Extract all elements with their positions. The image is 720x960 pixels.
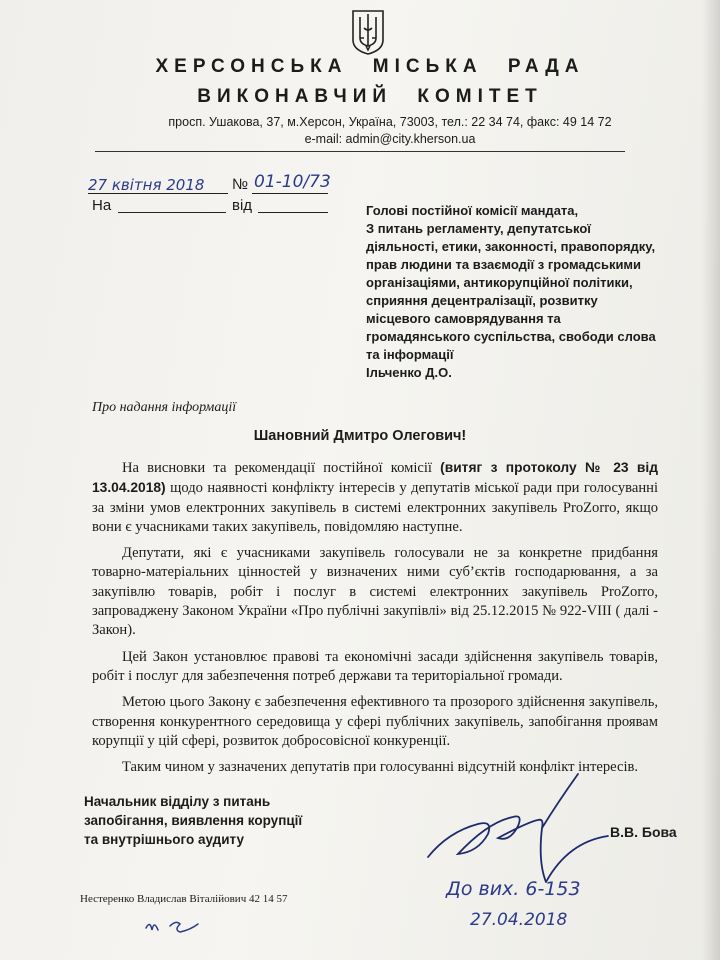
body-paragraph: Цей Закон установлює правові та економічні засади здійснення закупівель товарів, робіт і послуг для забезпечення потреб держави та територіальної громади. xyxy=(92,648,658,684)
salutation: Шановний Дмитро Олегович! xyxy=(253,428,467,444)
addressee-line: прав людини та взаємодії з громадськими xyxy=(366,257,642,272)
addressee-line: місцевого самоврядування та xyxy=(366,311,561,326)
signatory-title xyxy=(84,792,324,849)
body-paragraph: Метою цього Закону є забезпечення ефективного та прозорого здійснення закупівель, створення конкурентного середовища у сфері публічних закупівель, запобігання проявам корупції у цій сфері, розвиток добросовісної конкуренції. xyxy=(92,694,658,749)
org-email: e-mail: admin@city.kherson.ua xyxy=(304,132,476,146)
signatory-name: В.В. Бова xyxy=(610,824,677,840)
letter-subject: Про надання інформації xyxy=(92,400,237,415)
handwritten-signature xyxy=(418,762,618,892)
org-name: ХЕРСОНСЬКА МІСЬКА РАДА xyxy=(155,56,585,77)
addressee-line: З питань регламенту, депутатської xyxy=(366,221,591,236)
addressee-line: діяльності, етики, законності, правопорядку, xyxy=(366,239,656,254)
org-address: просп. Ушакова, 37, м.Херсон, Україна, 73003, тел.: 22 34 74, факс: 49 14 72 xyxy=(168,115,612,129)
protocol-reference: (витяг з протоколу № 23 від 13.04.2018) xyxy=(92,460,658,496)
reply-to-label: На xyxy=(92,197,112,214)
addressee-line: Голові постійної комісії мандата, xyxy=(366,203,579,218)
addressee-line: сприяння децентралізації, розвитку xyxy=(366,293,598,308)
reply-date-underline xyxy=(258,212,328,213)
header-divider xyxy=(95,151,625,152)
letter-body xyxy=(92,458,658,784)
reply-to-underline xyxy=(118,212,226,213)
executor-info: Нестеренко Владислав Віталійович 42 14 57 xyxy=(80,893,288,905)
incoming-date: 27.04.2018 xyxy=(470,910,568,930)
body-paragraph: Депутати, які є учасниками закупівель голосували не за конкретне придбання товарно-матеріальних цінностей у визначених ними суб’єктів господарювання, а за закупівлю товарів, робіт і послуг в системі електронних закупівель ProZorro, запроваджену Законом України «Про публічні закупівлі» від 25.12.2015 № 922-VIII ( далі - Закон). xyxy=(92,545,658,639)
addressee-block xyxy=(366,202,696,382)
body-paragraph: Таким чином у зазначених депутатів при голосуванні відсутній конфлікт інтересів. xyxy=(122,759,639,776)
signatory-title-line: та внутрішнього аудиту xyxy=(84,832,245,847)
date-underline xyxy=(88,193,228,194)
addressee-line: організаціями, антикорупційної політики, xyxy=(366,275,633,290)
signatory-title-line: запобігання, виявлення корупції xyxy=(84,813,303,828)
signatory-title-line: Начальник відділу з питань xyxy=(84,794,271,809)
body-paragraph xyxy=(92,458,658,537)
incoming-number: До вих. 6-153 xyxy=(446,878,581,900)
executor-initials xyxy=(140,910,220,938)
registration-number-label: № xyxy=(232,176,249,193)
addressee-line: Ільченко Д.О. xyxy=(366,365,452,380)
addressee-line: громадянського суспільства, свободи слова xyxy=(366,329,656,344)
page-shadow xyxy=(702,0,720,960)
registration-date: 27 квітня 2018 xyxy=(88,176,205,194)
registration-number: 01-10/73 xyxy=(254,172,331,192)
body-text: щодо наявності конфлікту інтересів у депутатів міської ради при голосуванні за зміни умов електронних закупівель в системі електронних закупівель ProZorro, якщо вони є учасниками таких закупівель, повідомляю наступне. xyxy=(92,480,658,535)
addressee-line: та інформації xyxy=(366,347,454,362)
reply-date-label: від xyxy=(232,197,253,214)
number-underline xyxy=(252,193,328,194)
trident-emblem-icon xyxy=(350,8,386,56)
committee-name: ВИКОНАВЧИЙ КОМІТЕТ xyxy=(197,86,543,107)
body-text: На висновки та рекомендації постійної комісії xyxy=(122,460,441,476)
